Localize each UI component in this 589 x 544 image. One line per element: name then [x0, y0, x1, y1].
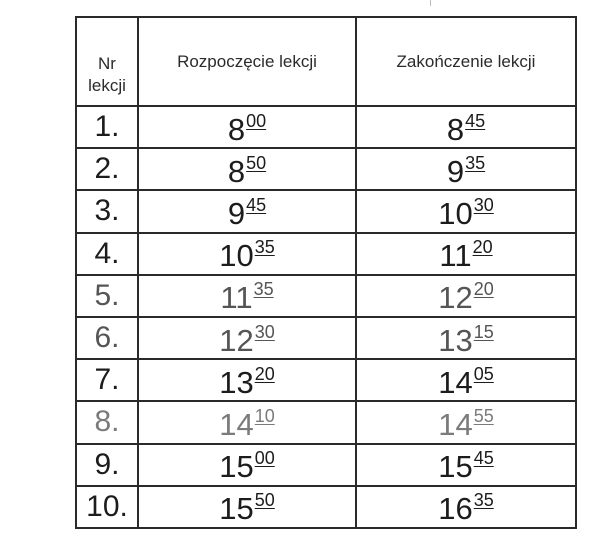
- start-minute: 50: [246, 152, 267, 173]
- start-minute: 00: [254, 448, 275, 469]
- table-row: [76, 317, 576, 359]
- header-end-time: Zakończenie lekcji: [356, 17, 576, 106]
- start-time: [138, 148, 356, 190]
- start-hour: 10: [219, 238, 254, 274]
- table-row: [76, 486, 576, 528]
- end-minute: 45: [465, 110, 486, 131]
- start-hour: 8: [227, 153, 246, 189]
- end-minute: 45: [473, 448, 494, 469]
- start-time: [138, 317, 356, 359]
- header-lesson-number: [76, 17, 138, 106]
- start-hour: 11: [220, 280, 253, 316]
- lesson-number: 10.: [76, 486, 138, 528]
- end-time: [356, 444, 576, 486]
- start-time: [138, 275, 356, 317]
- end-minute: 15: [473, 321, 494, 342]
- table-row: [76, 106, 576, 148]
- start-minute: 45: [246, 194, 267, 215]
- table-row: [76, 233, 576, 275]
- end-hour: 8: [446, 111, 465, 147]
- header-start-time: Rozpoczęcie lekcji: [138, 17, 356, 106]
- end-time: [356, 317, 576, 359]
- table-row: [76, 444, 576, 486]
- end-hour: 13: [438, 322, 473, 358]
- end-hour: 16: [438, 491, 473, 527]
- start-hour: 13: [219, 364, 254, 400]
- lesson-number: 4.: [76, 233, 138, 275]
- start-minute: 10: [254, 405, 275, 426]
- lesson-number: 7.: [76, 359, 138, 401]
- end-time: [356, 486, 576, 528]
- end-hour: 14: [438, 364, 473, 400]
- start-minute: 50: [254, 490, 275, 511]
- end-time: [356, 106, 576, 148]
- table-row: [76, 359, 576, 401]
- scan-artifact-line: [430, 0, 431, 6]
- lesson-number: 9.: [76, 444, 138, 486]
- start-minute: 35: [254, 237, 275, 258]
- end-minute: 05: [473, 363, 494, 384]
- end-minute: 20: [472, 237, 493, 258]
- end-minute: 55: [473, 405, 494, 426]
- start-hour: 9: [227, 195, 246, 231]
- start-time: [138, 401, 356, 443]
- table-row: [76, 190, 576, 232]
- end-minute: 30: [473, 194, 494, 215]
- end-time: [356, 275, 576, 317]
- end-time: [356, 233, 576, 275]
- start-time: [138, 233, 356, 275]
- start-minute: 35: [253, 279, 274, 300]
- lesson-number: 5.: [76, 275, 138, 317]
- start-hour: 14: [219, 406, 254, 442]
- start-hour: 8: [227, 111, 246, 147]
- start-minute: 20: [254, 363, 275, 384]
- lesson-number: 3.: [76, 190, 138, 232]
- header-nr-line2: lekcji: [88, 75, 126, 95]
- end-time: [356, 359, 576, 401]
- table-row: [76, 401, 576, 443]
- end-hour: 9: [446, 153, 465, 189]
- end-hour: 14: [438, 406, 473, 442]
- header-nr-line1: Nr: [98, 53, 116, 73]
- start-hour: 15: [219, 491, 254, 527]
- start-time: [138, 359, 356, 401]
- end-time: [356, 190, 576, 232]
- end-time: [356, 401, 576, 443]
- end-hour: 10: [438, 195, 473, 231]
- start-time: [138, 106, 356, 148]
- end-minute: 35: [473, 490, 494, 511]
- lesson-number: 2.: [76, 148, 138, 190]
- header-row: [76, 17, 576, 106]
- start-time: [138, 190, 356, 232]
- start-time: [138, 444, 356, 486]
- end-hour: 11: [439, 238, 472, 274]
- table-row: [76, 275, 576, 317]
- start-minute: 00: [246, 110, 267, 131]
- lesson-number: 6.: [76, 317, 138, 359]
- start-time: [138, 486, 356, 528]
- start-hour: 15: [219, 449, 254, 485]
- end-hour: 12: [438, 280, 473, 316]
- lesson-schedule-table: [75, 16, 577, 529]
- table-row: [76, 148, 576, 190]
- start-hour: 12: [219, 322, 254, 358]
- end-minute: 20: [473, 279, 494, 300]
- end-minute: 35: [465, 152, 486, 173]
- table-body: [76, 106, 576, 528]
- table-header: [76, 17, 576, 106]
- end-time: [356, 148, 576, 190]
- lesson-number: 1.: [76, 106, 138, 148]
- start-minute: 30: [254, 321, 275, 342]
- lesson-number: 8.: [76, 401, 138, 443]
- end-hour: 15: [438, 449, 473, 485]
